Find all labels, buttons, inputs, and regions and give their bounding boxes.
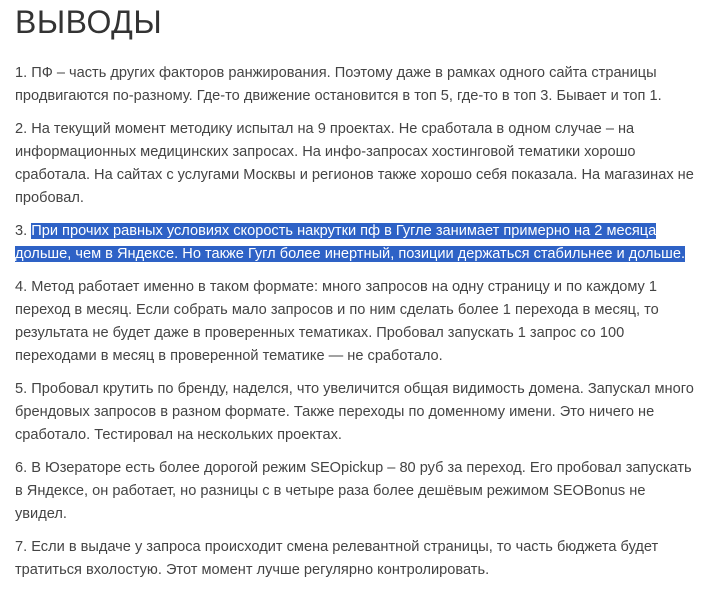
conclusion-item-7: 7. Если в выдаче у запроса происходит смена релевантной страницы, то часть бюджета будет тратиться вхолостую. Этот момент лучше регулярно контролировать. bbox=[15, 539, 659, 578]
selected-text[interactable]: При прочих равных условиях скорость накрутки пф в Гугле занимает примерно на 2 месяца дольше, чем в Яндексе. Но также Гугл более инертный, позиции держаться стабильнее и дольше. bbox=[15, 223, 685, 262]
conclusion-item-1: 1. ПФ – часть других факторов ранжирования. Поэтому даже в рамках одного сайта страницы продвигаются по-разному. Где-то движение остановится в топ 5, где-то в топ 3. Бывает и топ 1. bbox=[15, 65, 662, 104]
article-content bbox=[15, 0, 695, 592]
conclusion-item-3 bbox=[15, 220, 695, 266]
conclusion-item-4: 4. Метод работает именно в таком формате: много запросов на одну страницу и по каждому 1 переход в месяц. Если собрать мало запросов и по ним сделать более 1 перехода в месяц, то результата не будет даже в проверенных тематиках. Пробовал запускать 1 запрос со 100 переходами в месяц в проверенной тематике — не сработало. bbox=[15, 279, 659, 364]
conclusion-item-6: 6. В Юзераторе есть более дорогой режим SEOpickup – 80 руб за переход. Его пробовал запускать в Яндексе, он работает, но разницы с в четыре раза более дешёвым режимом SEOBonus не увидел. bbox=[15, 460, 692, 522]
item-number: 3. bbox=[15, 223, 32, 239]
conclusion-item-2: 2. На текущий момент методику испытал на 9 проектах. Не сработала в одном случае – на информационных медицинских запросах. На инфо-запросах хостинговой тематики хорошо сработала. На сайтах с услугами Москвы и регионов также хорошо себя показала. На магазинах не пробовал. bbox=[15, 121, 694, 206]
conclusion-item-5: 5. Пробовал крутить по бренду, наделся, что увеличится общая видимость домена. Запускал много брендовых запросов в разном формате. Также переходы по доменному имени. Это ничего не сработало. Тестировал на нескольких проектах. bbox=[15, 381, 694, 443]
section-heading: ВЫВОДЫ bbox=[15, 4, 163, 40]
